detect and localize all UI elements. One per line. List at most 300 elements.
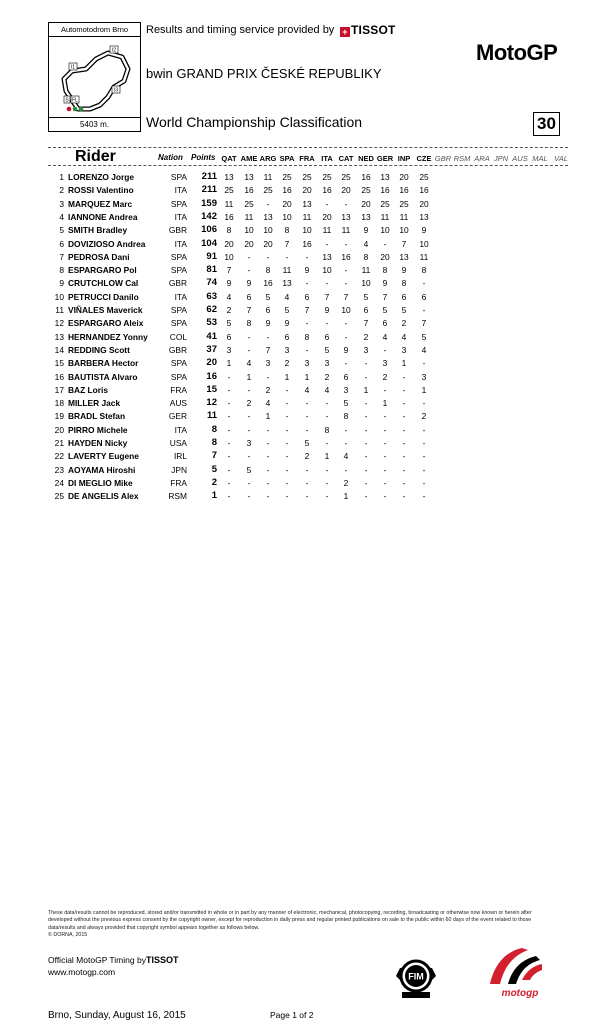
col-header-nation: Nation [158,153,183,162]
round-result-cell: 3 [343,384,349,395]
finish-line-marker: FL [72,97,78,104]
round-result-cell: - [422,477,426,488]
sector-marker-i1: I1 [70,64,76,71]
rider-name: DOVIZIOSO Andrea [68,238,146,249]
table-row [0,278,595,291]
round-result-cell: - [227,384,231,395]
rider-position: 19 [54,411,64,422]
round-result-cell: 7 [421,318,427,329]
fim-logo-text: FIM [408,971,424,982]
round-result-cell: - [325,278,329,289]
round-result-cell: 11 [263,172,273,182]
round-result-cell: 9 [343,344,349,355]
rider-position: 23 [54,464,64,475]
round-result-cell: 5 [246,464,252,475]
copyright-notice: © DORNA, 2015 [48,931,88,938]
rider-nation: GBR [168,344,187,355]
round-result-cell: 20 [282,198,292,209]
col-header-points: Points [191,153,216,162]
round-result-cell: 13 [399,251,409,262]
round-result-cell: 20 [302,185,312,196]
round-result-cell: - [422,491,426,502]
round-result-cell: - [227,464,231,475]
round-result-cell: 1 [284,371,290,382]
rider-nation: SPA [170,198,187,209]
round-result-cell: 2 [265,384,271,395]
round-result-cell: 9 [304,265,310,276]
rider-name: BARBERA Hector [68,358,139,369]
rider-position: 5 [59,225,64,236]
rider-name: BRADL Stefan [68,411,126,422]
classification-title: World Championship Classification [146,114,363,130]
rider-nation: USA [169,438,187,448]
col-header-round-fra: FRA [299,154,315,163]
rider-position: 22 [54,451,64,462]
round-result-cell: - [285,411,289,422]
round-number-badge: 30 [533,112,560,136]
col-header-future-round-ara: ARA [474,154,490,163]
round-result-cell: 9 [265,318,271,329]
fim-logo-icon [392,950,440,1002]
round-result-cell: 10 [224,251,234,262]
rider-position: 25 [54,491,64,502]
round-result-cell: - [383,451,387,462]
round-result-cell: 20 [224,238,234,249]
round-result-cell: 4 [284,291,290,302]
round-result-cell: 3 [246,438,252,448]
round-result-cell: 20 [322,211,332,222]
round-result-cell: 16 [224,211,234,222]
rider-nation: SPA [170,371,187,382]
round-result-cell: - [227,477,231,488]
col-header-future-round-val: VAL [554,154,568,163]
round-result-cell: 13 [244,172,254,182]
table-row [0,411,595,424]
round-result-cell: - [247,424,251,435]
table-row [0,199,595,212]
round-result-cell: - [247,251,251,262]
round-result-cell: 10 [302,225,312,236]
table-row [0,491,595,504]
round-result-cell: - [402,491,406,502]
round-result-cell: - [285,384,289,395]
website-link[interactable]: www.motogp.com [48,967,116,977]
round-result-cell: 25 [361,185,371,196]
event-title: bwin GRAND PRIX ČESKÉ REPUBLIKY [146,66,382,81]
round-result-cell: 4 [304,384,310,395]
round-result-cell: - [402,398,406,409]
table-row [0,305,595,318]
rider-name: PIRRO Michele [68,424,128,435]
round-result-cell: 2 [304,451,310,462]
round-result-cell: - [247,477,251,488]
round-result-cell: 6 [304,291,310,302]
round-result-cell: - [325,398,329,409]
round-result-cell: - [344,358,348,369]
rider-nation: ITA [174,291,187,302]
col-header-round-ame: AME [240,154,258,163]
rider-position: 13 [54,331,64,342]
round-result-cell: 3 [401,344,407,355]
round-result-cell: - [422,278,426,289]
round-result-cell: - [383,424,387,435]
round-result-cell: 2 [401,318,407,329]
round-result-cell: - [364,451,368,462]
round-result-cell: - [266,451,270,462]
round-result-cell: - [344,198,348,209]
rider-name: BAUTISTA Alvaro [68,371,138,382]
official-timing-credit: Official MotoGP Timing byTISSOT [48,955,179,965]
round-result-cell: 13 [322,251,332,262]
round-result-cell: 1 [324,451,330,462]
round-result-cell: 25 [244,198,254,209]
round-result-cell: - [344,438,348,448]
rider-nation: ITA [174,424,187,435]
round-result-cell: - [344,238,348,249]
round-result-cell: 10 [244,225,254,236]
rider-name: SMITH Bradley [68,225,128,236]
round-result-cell: 8 [421,265,427,276]
round-result-cell: - [402,411,406,422]
round-result-cell: 6 [226,331,232,342]
round-result-cell: 2 [324,371,330,382]
round-result-cell: - [266,331,270,342]
round-result-cell: 5 [382,305,388,315]
rider-name: BAZ Loris [68,384,109,395]
rider-position: 2 [59,185,64,196]
round-result-cell: 6 [246,291,252,302]
round-result-cell: - [325,438,329,448]
round-result-cell: 5 [226,318,232,329]
circuit-name: Automotodrom Brno [49,23,140,37]
round-result-cell: 1 [304,371,310,382]
table-row [0,385,595,398]
rider-points: 16 [206,370,217,382]
round-result-cell: - [247,265,251,276]
event-place-date: Brno, Sunday, August 16, 2015 [48,1010,186,1021]
round-result-cell: 4 [421,344,427,355]
rider-nation: ITA [174,238,187,249]
round-result-cell: 25 [282,172,292,182]
rider-name: DE ANGELIS Alex [68,491,139,502]
table-row [0,372,595,385]
rider-position: 18 [54,398,64,409]
motogp-title: MotoGP [476,40,558,65]
table-row [0,239,595,252]
round-result-cell: 7 [246,305,252,315]
rider-points: 53 [206,317,217,329]
col-header-round-ita: ITA [321,154,333,163]
rider-points: 7 [211,450,217,462]
rider-name: LAVERTY Eugene [68,451,139,462]
round-result-cell: 8 [226,225,232,236]
round-result-cell: 13 [263,211,273,222]
round-result-cell: 2 [343,477,349,488]
start-marker: S [65,97,69,104]
round-result-cell: 7 [284,238,290,249]
round-result-cell: 9 [226,278,232,289]
circuit-info-box [48,22,141,132]
rider-position: 4 [59,211,64,222]
round-result-cell: - [266,424,270,435]
round-result-cell: - [266,198,270,209]
round-result-cell: - [266,464,270,475]
rider-position: 15 [54,358,64,369]
round-result-cell: - [383,384,387,395]
round-result-cell: 20 [419,198,429,209]
round-result-cell: 25 [302,172,312,182]
round-result-cell: 7 [226,265,232,276]
rider-position: 21 [54,438,64,448]
round-result-cell: 3 [284,344,290,355]
col-header-future-round-jpn: JPN [493,154,509,163]
rider-nation: GER [168,411,187,422]
table-row [0,225,595,238]
page-number: Page 1 of 2 [270,1010,314,1020]
round-result-cell: 9 [382,278,388,289]
rider-name: VIÑALES Maverick [68,305,143,315]
rider-position: 20 [54,424,64,435]
rider-points: 63 [206,290,217,302]
tissot-logo: + TISSOT [340,23,396,37]
round-result-cell: 16 [302,238,312,249]
timing-service-label: Results and timing service provided by [146,24,335,36]
round-result-cell: - [402,424,406,435]
round-result-cell: - [364,358,368,369]
round-result-cell: 25 [399,198,409,209]
round-result-cell: 8 [382,265,388,276]
round-result-cell: - [266,251,270,262]
round-result-cell: 6 [421,291,427,302]
round-result-cell: - [325,238,329,249]
round-result-cell: - [227,451,231,462]
rider-nation: SPA [170,251,187,262]
col-header-round-cat: CAT [338,154,354,163]
rider-points: 37 [206,343,217,355]
round-result-cell: - [305,318,309,329]
round-result-cell: 5 [265,291,271,302]
round-result-cell: - [285,438,289,448]
tissot-cross-icon: + [340,27,350,37]
round-result-cell: 8 [324,424,330,435]
rider-position: 10 [54,291,64,302]
round-result-cell: 16 [244,185,254,196]
rider-points: 91 [206,250,217,262]
round-result-cell: - [305,464,309,475]
rider-name: AOYAMA Hiroshi [68,464,136,475]
round-result-cell: - [402,477,406,488]
round-result-cell: - [227,371,231,382]
table-row [0,398,595,411]
round-result-cell: 13 [224,172,234,182]
rider-position: 16 [54,371,64,382]
round-result-cell: 7 [401,238,407,249]
round-result-cell: - [402,451,406,462]
round-result-cell: - [325,477,329,488]
round-result-cell: - [247,411,251,422]
round-result-cell: - [247,384,251,395]
map-dot-red [67,107,72,112]
map-dot-green [79,107,84,112]
circuit-map-icon [52,39,137,117]
table-row [0,425,595,438]
round-result-cell: 20 [361,198,371,209]
round-result-cell: 4 [343,451,349,462]
round-result-cell: 11 [341,225,351,236]
round-result-cell: 11 [302,211,312,222]
table-row [0,212,595,225]
round-result-cell: 20 [399,172,409,182]
round-result-cell: 2 [284,358,290,369]
rider-points: 20 [206,357,217,369]
round-result-cell: 8 [304,331,310,342]
table-row [0,265,595,278]
round-result-cell: 20 [263,238,273,249]
rider-name: ESPARGARO Aleix [68,318,144,329]
round-result-cell: 6 [363,305,369,315]
table-header-bottom-line [48,165,568,166]
round-result-cell: - [402,438,406,448]
round-result-cell: 6 [401,291,407,302]
round-result-cell: 4 [324,384,330,395]
round-result-cell: - [325,491,329,502]
round-result-cell: - [285,424,289,435]
rider-nation: SPA [170,172,187,182]
rider-nation: COL [169,331,187,342]
round-result-cell: - [422,358,426,369]
round-result-cell: 16 [282,185,292,196]
rider-nation: GBR [168,225,187,236]
rider-position: 17 [54,384,64,395]
round-result-cell: 1 [401,358,407,369]
table-row [0,345,595,358]
rider-name: HAYDEN Nicky [68,438,128,448]
col-header-round-spa: SPA [279,154,295,163]
round-result-cell: 13 [302,198,312,209]
round-result-cell: 10 [380,225,390,236]
round-result-cell: 1 [226,358,232,369]
rider-points: 211 [201,171,217,182]
round-result-cell: 20 [341,185,351,196]
rider-nation: GBR [168,278,187,289]
round-result-cell: 1 [265,411,271,422]
rider-points: 8 [211,437,217,448]
round-result-cell: - [305,278,309,289]
round-result-cell: 3 [324,358,330,369]
round-result-cell: - [364,491,368,502]
round-result-cell: - [285,398,289,409]
round-result-cell: - [305,491,309,502]
round-result-cell: - [364,411,368,422]
rider-points: 142 [201,210,217,222]
round-result-cell: - [364,477,368,488]
rider-points: 159 [201,197,217,209]
round-result-cell: 8 [363,251,369,262]
round-result-cell: 25 [341,172,351,182]
round-result-cell: 10 [399,225,409,236]
rider-points: 81 [206,264,217,276]
round-result-cell: 11 [380,211,390,222]
round-result-cell: 11 [244,211,254,222]
rider-nation: IRL [173,451,187,462]
round-result-cell: 7 [363,318,369,329]
round-result-cell: 16 [419,185,429,196]
rider-nation: JPN [171,464,187,475]
round-result-cell: 10 [419,238,429,249]
rider-name: IANNONE Andrea [68,211,138,222]
round-result-cell: 4 [246,358,252,369]
round-result-cell: 10 [263,225,273,236]
rider-points: 1 [211,490,217,502]
rider-points: 5 [211,463,217,475]
table-row [0,252,595,265]
rider-points: 41 [206,330,217,342]
sector-marker-i3: I3 [113,87,119,94]
round-result-cell: 7 [382,291,388,302]
round-result-cell: - [305,251,309,262]
round-result-cell: 4 [401,331,407,342]
round-result-cell: - [247,491,251,502]
round-result-cell: - [285,251,289,262]
round-result-cell: - [422,398,426,409]
rider-nation: FRA [170,384,187,395]
rider-position: 3 [59,198,64,209]
round-result-cell: 11 [361,265,371,276]
round-result-cell: 10 [322,265,332,276]
round-result-cell: - [227,491,231,502]
round-result-cell: 16 [361,172,371,182]
round-result-cell: 3 [421,371,427,382]
col-header-round-ger: GER [376,154,394,163]
round-result-cell: - [422,424,426,435]
round-result-cell: - [364,424,368,435]
round-result-cell: 2 [382,371,388,382]
round-result-cell: 5 [324,344,330,355]
round-result-cell: 3 [382,358,388,369]
rider-name: ROSSI Valentino [68,185,134,196]
rider-nation: AUS [169,398,187,409]
table-row [0,451,595,464]
round-result-cell: 10 [282,211,292,222]
col-header-round-ned: NED [358,154,374,163]
rider-nation: FRA [170,477,187,488]
map-dot-green [73,107,78,112]
round-result-cell: 11 [399,211,409,222]
round-result-cell: - [402,464,406,475]
table-row [0,332,595,345]
round-result-cell: 9 [284,318,290,329]
round-result-cell: 25 [380,198,390,209]
table-row [0,358,595,371]
col-header-future-round-aus: AUS [512,154,528,163]
col-header-future-round-rsm: RSM [453,154,471,163]
round-result-cell: - [402,384,406,395]
round-result-cell: - [266,491,270,502]
rider-position: 24 [54,477,64,488]
round-result-cell: 13 [419,211,429,222]
round-result-cell: 11 [322,225,332,236]
round-result-cell: 4 [226,291,232,302]
round-result-cell: - [383,344,387,355]
round-result-cell: 10 [341,305,351,315]
rider-position: 7 [59,251,64,262]
round-result-cell: 3 [304,358,310,369]
rider-position: 8 [59,265,64,276]
round-result-cell: - [422,451,426,462]
round-result-cell: 1 [421,384,427,395]
round-result-cell: - [364,398,368,409]
round-result-cell: 7 [265,344,271,355]
